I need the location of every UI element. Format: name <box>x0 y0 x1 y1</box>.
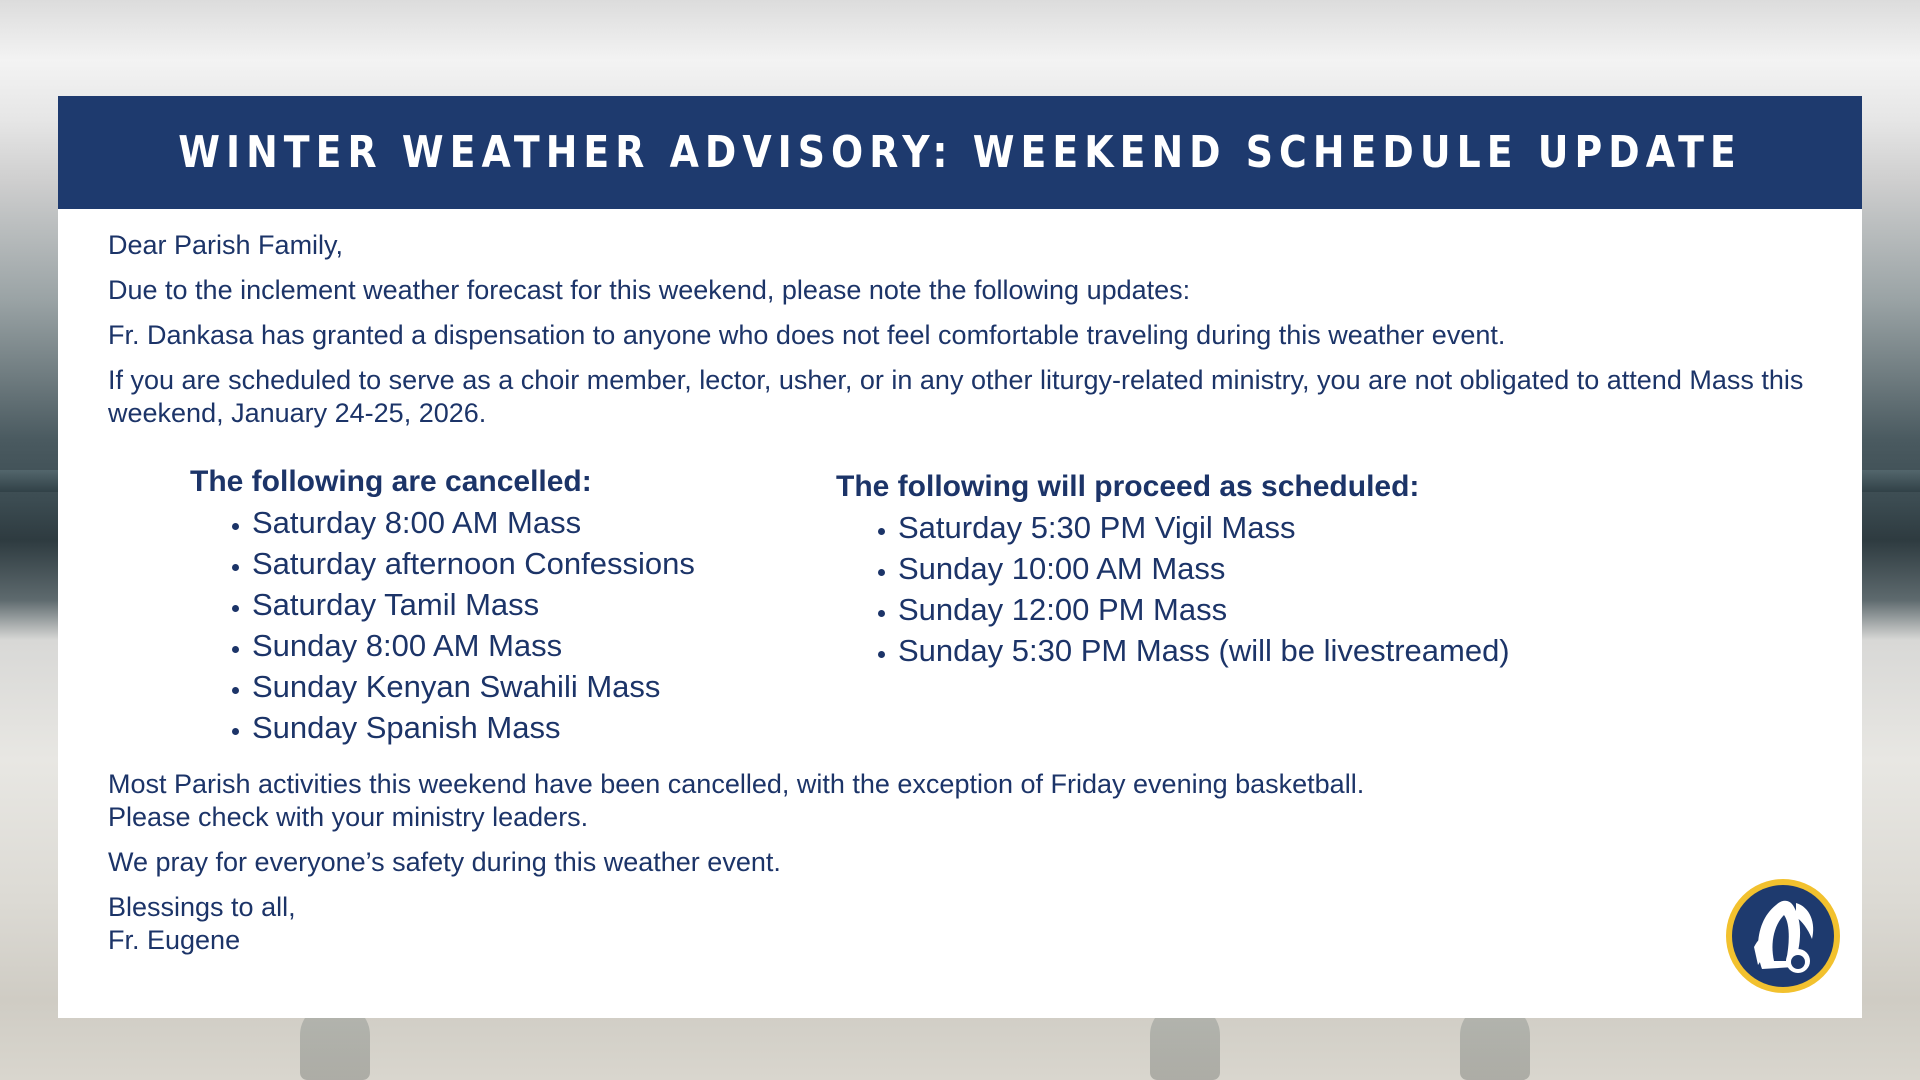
list-item: • Sunday 12:00 PM Mass <box>898 589 1510 630</box>
list-item: • Sunday 10:00 AM Mass <box>898 548 1510 589</box>
list-item: • Saturday Tamil Mass <box>252 584 836 625</box>
list-item: • Saturday 5:30 PM Vigil Mass <box>898 507 1510 548</box>
closing-text: Blessings to all, <box>108 892 296 922</box>
advisory-body <box>108 229 1822 969</box>
activities-line-2: Please check with your ministry leaders. <box>108 802 589 832</box>
cancelled-column <box>108 464 836 748</box>
holy-family-logo-icon <box>1724 877 1842 995</box>
activities-line-1: Most Parish activities this weekend have been cancelled, with the exception of Friday evening basketball. <box>108 769 1365 799</box>
signature: Fr. Eugene <box>108 925 241 955</box>
list-item: • Sunday Spanish Mass <box>252 707 836 748</box>
prayer-paragraph: We pray for everyone’s safety during this weather event. <box>108 847 781 877</box>
schedule-columns <box>108 464 1822 748</box>
proceeding-list <box>836 507 1510 671</box>
proceeding-heading: The following will proceed as scheduled: <box>836 470 1420 503</box>
closing-paragraph <box>108 891 1822 957</box>
cancelled-list <box>190 502 836 748</box>
dispensation-paragraph: Fr. Dankasa has granted a dispensation to anyone who does not feel comfortable traveling during this weather event. <box>108 320 1506 350</box>
intro-paragraph: Due to the inclement weather forecast for this weekend, please note the following updates: <box>108 275 1191 305</box>
list-item: • Saturday 8:00 AM Mass <box>252 502 836 543</box>
activities-paragraph <box>108 768 1822 834</box>
advisory-title: WINTER WEATHER ADVISORY: WEEKEND SCHEDULE UPDATE <box>178 127 1742 178</box>
list-item: • Saturday afternoon Confessions <box>252 543 836 584</box>
greeting: Dear Parish Family, <box>108 230 344 260</box>
ministry-paragraph: If you are scheduled to serve as a choir member, lector, usher, or in any other liturgy-related ministry, you are not obligated to attend Mass this weekend, January 24-25, 2026. <box>108 365 1804 428</box>
list-item: • Sunday Kenyan Swahili Mass <box>252 666 836 707</box>
advisory-card <box>58 96 1862 1018</box>
proceeding-column <box>836 464 1510 748</box>
list-item: • Sunday 5:30 PM Mass (will be livestreamed) <box>898 630 1510 671</box>
list-item: • Sunday 8:00 AM Mass <box>252 625 836 666</box>
advisory-header <box>58 96 1862 209</box>
cancelled-heading: The following are cancelled: <box>190 465 592 498</box>
